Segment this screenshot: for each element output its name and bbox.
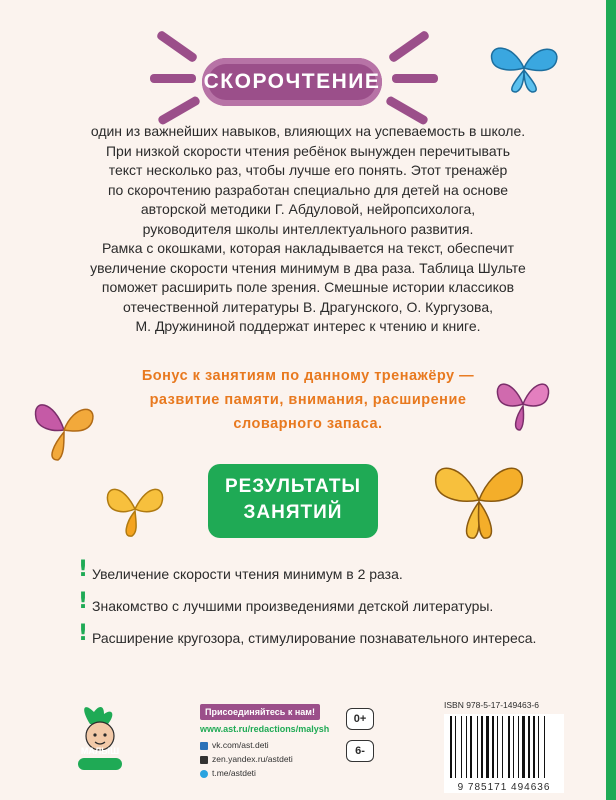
exclamation-icon: ! bbox=[78, 557, 89, 582]
list-item bbox=[78, 557, 558, 584]
intro-line: текст несколько раз, чтобы лучше его понять. Этот тренажёр bbox=[108, 162, 508, 178]
social-link-vk[interactable] bbox=[200, 740, 269, 750]
social-link-text: zen.yandex.ru/astdeti bbox=[212, 754, 293, 764]
intro-line: один из важнейших навыков, влияющих на успеваемость в школе. bbox=[90, 123, 526, 139]
intro-text bbox=[48, 122, 568, 337]
barcode-icon bbox=[444, 714, 564, 792]
results-line: РЕЗУЛЬТАТЫ bbox=[224, 476, 362, 497]
bonus-line: развитие памяти, внимания, расширение bbox=[149, 392, 467, 408]
telegram-icon bbox=[200, 770, 208, 778]
bonus-line: Бонус к занятиям по данному тренажёру — bbox=[141, 368, 475, 384]
list-item-text: Увеличение скорости чтения минимум в 2 раза. bbox=[92, 566, 403, 582]
intro-line: Рамка с окошками, которая накладывается на текст, обеспечит bbox=[102, 240, 514, 256]
intro-line: поможет расширить поле зрения. Смешные истории классиков bbox=[101, 279, 515, 295]
list-item bbox=[78, 621, 558, 648]
blue-butterfly-icon bbox=[482, 40, 566, 96]
orange-butterfly-icon bbox=[100, 474, 170, 544]
title-ray bbox=[392, 74, 438, 83]
title-ray bbox=[388, 30, 431, 64]
bonus-line: словарного запаса. bbox=[233, 416, 383, 432]
bonus-text bbox=[92, 364, 524, 436]
exclamation-icon: ! bbox=[78, 621, 89, 646]
intro-line: руководителя школы интеллектуального развития. bbox=[142, 220, 474, 237]
vk-icon bbox=[200, 742, 208, 750]
social-link-text: vk.com/ast.deti bbox=[212, 740, 269, 750]
footer bbox=[0, 690, 616, 800]
social-link-zen[interactable] bbox=[200, 754, 293, 764]
title-ray bbox=[156, 30, 199, 64]
intro-line: по скорочтению разработан специально для детей на основе bbox=[107, 181, 509, 198]
results-heading bbox=[208, 464, 378, 538]
age-rating-badge: 6- bbox=[346, 740, 374, 762]
results-line: ЗАНЯТИЙ bbox=[243, 502, 343, 523]
social-link-telegram[interactable] bbox=[200, 768, 256, 778]
isbn-text: ISBN 978-5-17-149463-6 bbox=[444, 700, 539, 710]
website-link[interactable]: www.ast.ru/redactions/malysh bbox=[200, 724, 330, 734]
page-title: СКОРОЧТЕНИЕ bbox=[203, 70, 381, 93]
intro-line: При низкой скорости чтения ребёнок вынужден перечитывать bbox=[105, 142, 511, 159]
right-edge-stripe bbox=[606, 0, 616, 800]
title-pill bbox=[202, 58, 382, 106]
list-item-text: Расширение кругозора, стимулирование познавательного интереса. bbox=[92, 630, 537, 646]
results-list bbox=[78, 557, 558, 660]
intro-line: М. Дружининой поддержат интерес к чтению и книге. bbox=[135, 318, 481, 334]
social-link-text: t.me/astdeti bbox=[212, 768, 256, 778]
malysh-logo-icon bbox=[70, 702, 130, 774]
list-item-text: Знакомство с лучшими произведениями детской литературы. bbox=[92, 598, 494, 614]
intro-line: авторской методики Г. Абдуловой, нейропсихолога, bbox=[140, 201, 476, 217]
title-badge bbox=[148, 22, 438, 132]
exclamation-icon: ! bbox=[78, 589, 89, 614]
logo-text: МАЛЫШ bbox=[80, 746, 120, 756]
intro-line: увеличение скорости чтения минимум в два раза. Таблица Шульте bbox=[90, 259, 526, 276]
list-item bbox=[78, 589, 558, 616]
yellow-butterfly-icon bbox=[424, 454, 534, 546]
barcode-number: 9 785171 494636 bbox=[444, 782, 564, 793]
title-ray bbox=[150, 74, 196, 83]
age-rating-badge: 0+ bbox=[346, 708, 374, 730]
intro-line: отечественной литературы В. Драгунского, О. Кургузова, bbox=[122, 298, 494, 315]
zen-icon bbox=[200, 756, 208, 764]
join-banner: Присоединяйтесь к нам! bbox=[200, 704, 320, 720]
